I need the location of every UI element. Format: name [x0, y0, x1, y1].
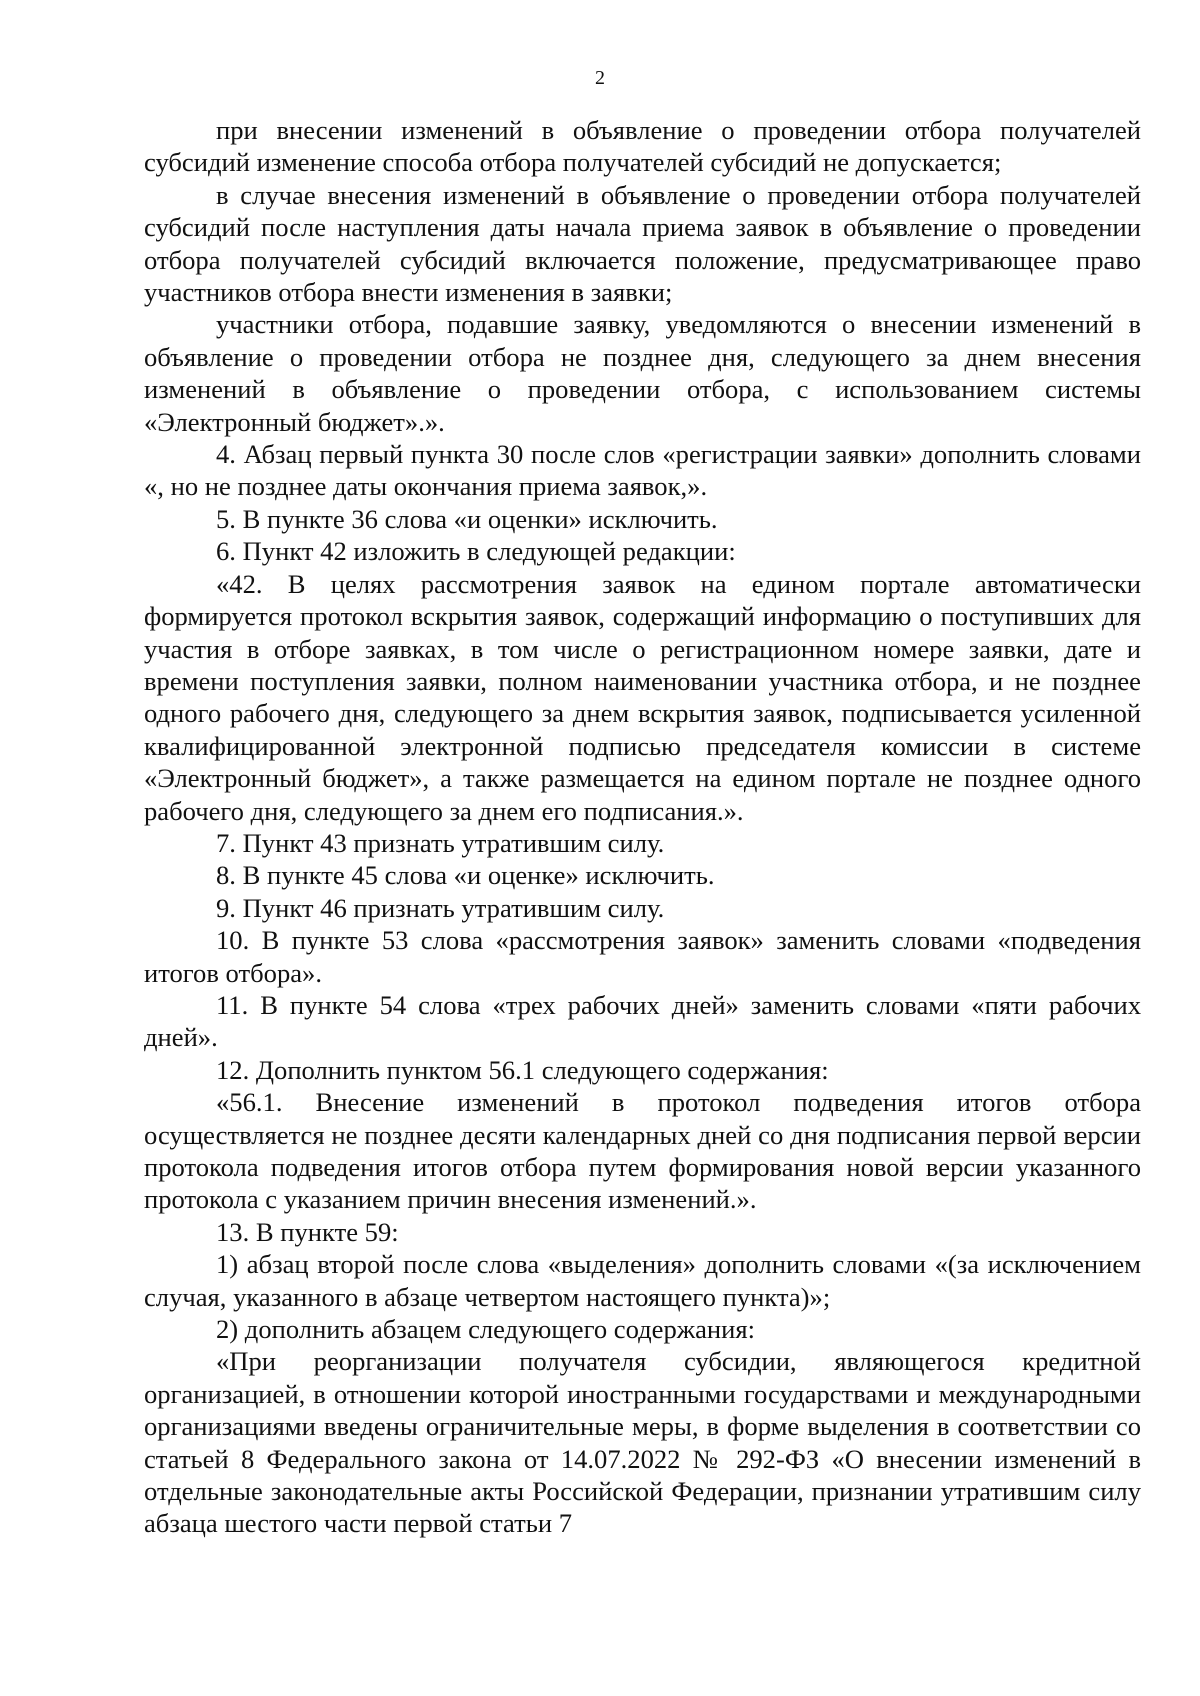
paragraph: «42. В целях рассмотрения заявок на едином портале автоматически формируется протокол вскрытия заявок, содержащий информацию о поступивших для участия в отборе заявках, в том числе о регистрационном номере заявки, дате и времени поступления заявки, полном наименовании участника отбора, и не позднее одного рабочего дня, следующего за днем вскрытия заявок, подписывается усиленной квалифицированной электронной подписью председателя комиссии в системе «Электронный бюджет», а также размещается на едином портале не позднее одного рабочего дня, следующего за днем его подписания.».	[144, 568, 1141, 826]
paragraph: 10. В пункте 53 слова «рассмотрения заявок» заменить словами «подведения итогов отбора».	[144, 925, 1141, 988]
paragraph: 9. Пункт 46 признать утратившим силу.	[216, 892, 665, 923]
paragraph: 5. В пункте 36 слова «и оценки» исключить.	[216, 503, 718, 534]
paragraph: 2) дополнить абзацем следующего содержания:	[216, 1314, 756, 1345]
paragraph: в случае внесения изменений в объявление о проведении отбора получателей субсидий после наступления даты начала приема заявок в объявление о проведении отбора получателей субсидий включается положение, предусматривающее право участников отбора внести изменения в заявки;	[144, 179, 1141, 308]
page-number: 2	[595, 67, 605, 89]
paragraph: «При реорганизации получателя субсидии, являющегося кредитной организацией, в отношении которой иностранными государствами и международными организациями введены ограничительные меры, в форме выделения в соответствии со статьей 8 Федерального закона от 14.07.2022 № 292-ФЗ «О внесении изменений в отдельные законодательные акты Российской Федерации, признании утратившим силу абзаца шестого части первой статьи 7	[144, 1346, 1141, 1539]
paragraph: «56.1. Внесение изменений в протокол подведения итогов отбора осуществляется не позднее десяти календарных дней со дня подписания первой версии протокола подведения итогов отбора путем формирования новой версии указанного протокола с указанием причин внесения изменений.».	[144, 1087, 1141, 1215]
paragraph: 8. В пункте 45 слова «и оценке» исключить.	[216, 860, 715, 891]
paragraph: участники отбора, подавшие заявку, уведомляются о внесении изменений в объявление о проведении отбора не позднее дня, следующего за днем внесения изменений в объявление о проведении отбора, с использованием системы «Электронный бюджет».».	[144, 309, 1141, 437]
document-body	[144, 114, 1141, 1540]
paragraph: 11. В пункте 54 слова «трех рабочих дней» заменить словами «пяти рабочих дней».	[144, 989, 1141, 1053]
paragraph: 7. Пункт 43 признать утратившим силу.	[216, 827, 665, 858]
paragraph: 13. В пункте 59:	[216, 1216, 399, 1247]
paragraph: 4. Абзац первый пункта 30 после слов «регистрации заявки» дополнить словами «, но не позднее даты окончания приема заявок,».	[144, 439, 1141, 502]
paragraph: при внесении изменений в объявление о проведении отбора получателей субсидий изменение способа отбора получателей субсидий не допускается;	[144, 115, 1141, 178]
paragraph: 1) абзац второй после слова «выделения» дополнить словами «(за исключением случая, указанного в абзаце четвертом настоящего пункта)»;	[144, 1249, 1141, 1312]
paragraph: 12. Дополнить пунктом 56.1 следующего содержания:	[216, 1054, 829, 1085]
paragraph: 6. Пункт 42 изложить в следующей редакции:	[216, 536, 736, 567]
